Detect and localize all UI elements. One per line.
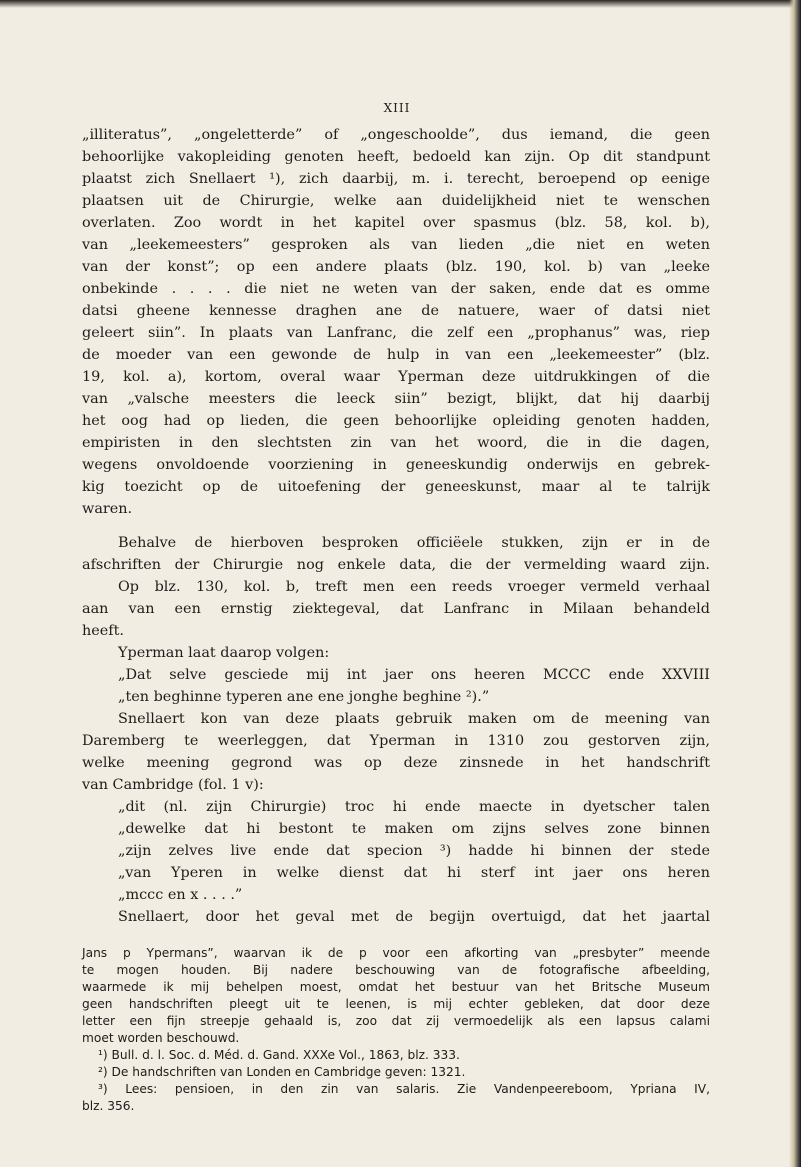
page-number: XIII xyxy=(383,101,411,115)
body-line: „zijn zelves live ende dat specion ³) hadde hi binnen der stede xyxy=(118,843,710,859)
body-line: Behalve de hierboven besproken officiëele stukken, zijn er in de xyxy=(118,535,710,551)
body-line: Op blz. 130, kol. b, treft men een reeds vroeger vermeld verhaal xyxy=(118,579,710,595)
body-line: Snellaert, door het geval met de begijn overtuigd, dat het jaartal xyxy=(118,909,710,925)
footnote-line: ³) Lees: pensioen, in den zin van salaris. Zie Vandenpeereboom, Ypriana IV, xyxy=(98,1082,710,1096)
body-line: wegens onvoldoende voorziening in geneeskundig onderwijs en gebrek- xyxy=(82,457,710,473)
body-line: van der konst”; op een andere plaats (blz. 190, kol. b) van „leeke xyxy=(82,259,710,275)
body-line: „dewelke dat hi bestont te maken om zijns selves zone binnen xyxy=(118,821,710,837)
footnote-line: geen handschriften pleegt uit te leenen, is mij echter gebleken, dat door deze xyxy=(82,997,710,1011)
body-line: van „valsche meesters die leeck siin” bezigt, blijkt, dat hij daarbij xyxy=(82,391,710,407)
body-line: Yperman laat daarop volgen: xyxy=(118,645,330,661)
footnote-line: waarmede ik mij behelpen moest, omdat het bestuur van het Britsche Museum xyxy=(82,980,710,994)
body-line: aan van een ernstig ziektegeval, dat Lanfranc in Milaan behandeld xyxy=(82,601,710,617)
body-line: van Cambridge (fol. 1 v): xyxy=(82,777,264,793)
footnotes xyxy=(82,945,710,1115)
body-text xyxy=(82,124,710,928)
page-top-shadow xyxy=(0,0,801,8)
body-line: de moeder van een gewonde de hulp in van een „leekemeester” (blz. xyxy=(82,347,710,363)
body-line: „mccc en x . . . .” xyxy=(118,887,243,903)
body-line: „Dat selve gesciede mij int jaer ons heeren MCCC ende XXVIII xyxy=(118,667,710,683)
body-line: waren. xyxy=(82,501,133,517)
body-line: behoorlijke vakopleiding genoten heeft, bedoeld kan zijn. Op dit standpunt xyxy=(82,149,710,165)
body-line: plaatst zich Snellaert ¹), zich daarbij, m. i. terecht, beroepend op eenige xyxy=(82,171,710,187)
footnote-line: letter een fijn streepje gehaald is, zoo dat zij vermoedelijk als een lapsus calami xyxy=(82,1014,710,1028)
footnote-line: te mogen houden. Bij nadere beschouwing van de fotografische afbeelding, xyxy=(82,963,710,977)
footnote-line: ²) De handschriften van Londen en Cambridge geven: 1321. xyxy=(98,1065,466,1079)
body-line: heeft. xyxy=(82,623,124,639)
body-line: plaatsen uit de Chirurgie, welke aan duidelijkheid niet te wenschen xyxy=(82,193,710,209)
body-line: „dit (nl. zijn Chirurgie) troc hi ende maecte in dyetscher talen xyxy=(118,799,710,815)
page-right-edge xyxy=(789,0,801,1167)
body-line: van „leekemeesters” gesproken als van lieden „die niet en weten xyxy=(82,237,710,253)
body-line: het oog had op lieden, die geen behoorlijke opleiding genoten hadden, xyxy=(82,413,710,429)
body-line: „ten beghinne typeren ane ene jonghe beghine ²).” xyxy=(118,689,490,705)
body-line: overlaten. Zoo wordt in het kapitel over spasmus (blz. 58, kol. b), xyxy=(82,215,710,231)
body-line: „van Yperen in welke dienst dat hi sterf int jaer ons heren xyxy=(118,865,710,881)
body-line: welke meening gegrond was op deze zinsnede in het handschrift xyxy=(82,755,710,771)
body-line: 19, kol. a), kortom, overal waar Yperman deze uitdrukkingen of die xyxy=(82,369,710,385)
footnote-line: blz. 356. xyxy=(82,1099,135,1113)
footnote-line: ¹) Bull. d. l. Soc. d. Méd. d. Gand. XXXe Vol., 1863, blz. 333. xyxy=(98,1048,460,1062)
body-line: Daremberg te weerleggen, dat Yperman in 1310 zou gestorven zijn, xyxy=(82,733,710,749)
body-line: datsi gheene kennesse draghen ane de natuere, waer of datsi niet xyxy=(82,303,710,319)
body-line: Snellaert kon van deze plaats gebruik maken om de meening van xyxy=(118,711,710,727)
footnote-line: moet worden beschouwd. xyxy=(82,1031,240,1045)
body-line: empiristen in den slechtsten zin van het woord, die in die dagen, xyxy=(82,435,710,451)
footnote-line: Jans p Ypermans”, waarvan ik de p voor een afkorting van „presbyter” meende xyxy=(82,946,710,960)
body-line: afschriften der Chirurgie nog enkele data, die der vermelding waard zijn. xyxy=(82,557,710,573)
body-line: onbekinde . . . . die niet ne weten van der saken, ende dat es omme xyxy=(82,281,710,297)
body-line: kig toezicht op de uitoefening der geneeskunst, maar al te talrijk xyxy=(82,479,710,495)
paragraph-gap xyxy=(82,520,710,532)
body-line: geleert siin”. In plaats van Lanfranc, die zelf een „prophanus” was, riep xyxy=(82,325,710,341)
body-line: „illiteratus”, „ongeletterde” of „ongeschoolde”, dus iemand, die geen xyxy=(82,127,710,143)
